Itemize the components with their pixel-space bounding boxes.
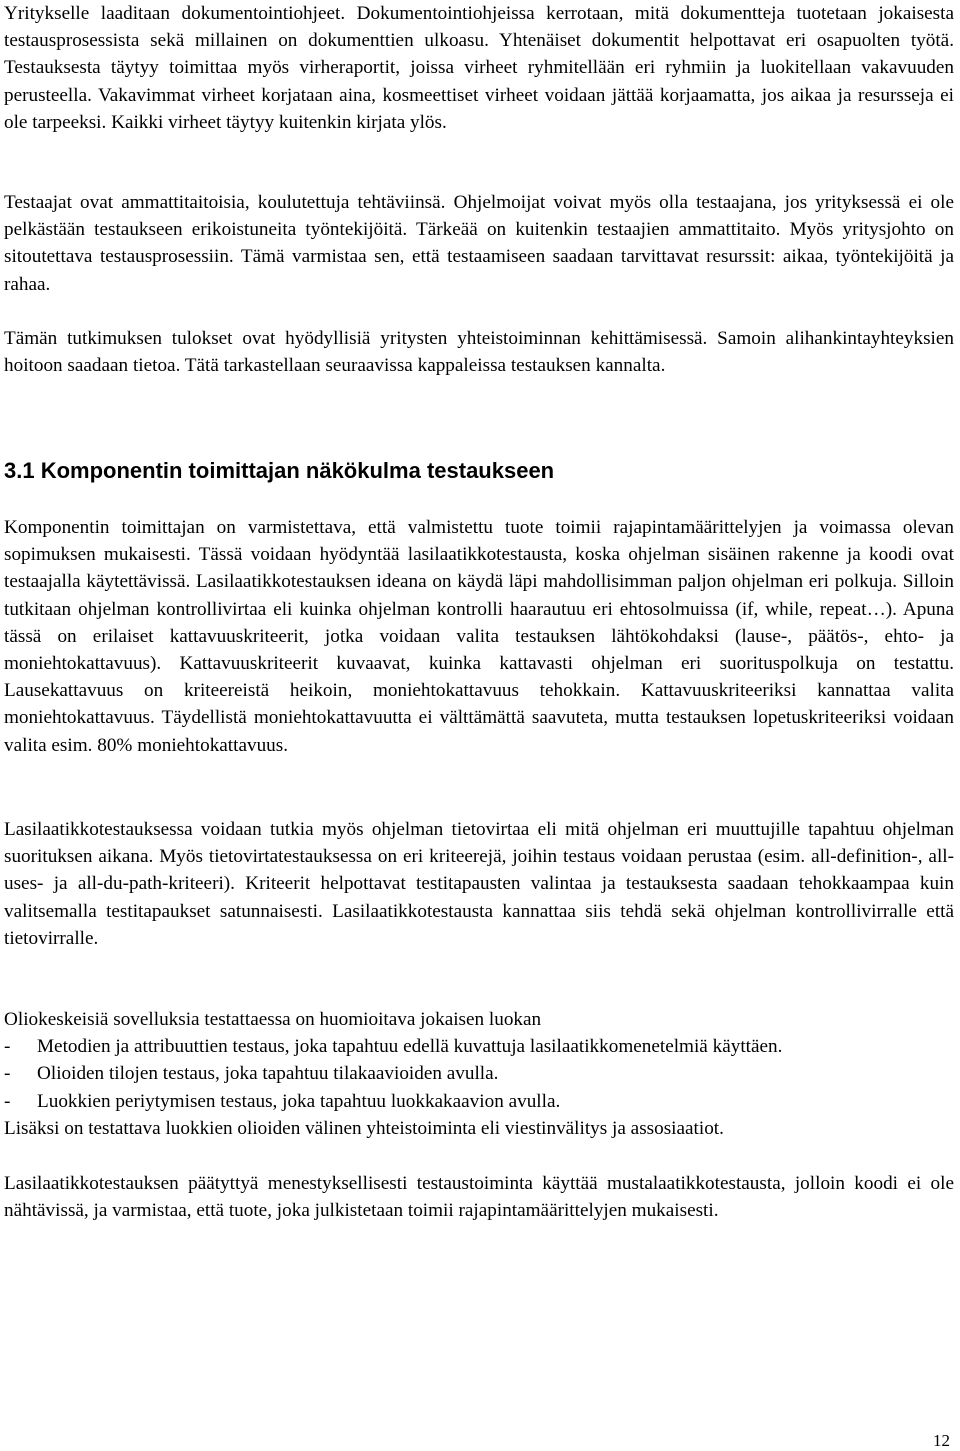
paragraph-documentation-guidelines: Yritykselle laaditaan dokumentointiohjeet. Dokumentointiohjeissa kerrotaan, mitä dokumentteja tuotetaan jokaisesta testausprosessista sekä millainen on dokumenttien ulkoasu. Yhtenäiset dokumentit helpottavat eri osapuolten työtä. Testauksesta täytyy toimittaa myös virheraportit, joissa virheet ryhmitellään eri ryhmiin ja luokitellaan vakavuuden perusteella. Vakavimmat virheet korjataan aina, kosmeettiset virheet voidaan jättää korjaamatta, jos aikaa ja resursseja ei ole tarpeeksi. Kaikki virheet täytyy kuitenkin kirjata ylös. [4,3,954,133]
paragraph-component-supplier: Komponentin toimittajan on varmistettava, että valmistettu tuote toimii rajapintamäärittelyjen ja voimassa olevan sopimuksen mukaisesti. Tässä voidaan hyödyntää lasilaatikkotestausta, koska ohjelman sisäinen rakenne ja koodi ovat testaajalla käytettävissä. Lasilaatikkotestauksen ideana on käydä läpi mahdollisimman paljon ohjelman eri polkuja. Silloin tutkitaan ohjelman kontrollivirtaa eli kuinka ohjelman kontrolli haarautuu eri ehtosolmuissa (if, while, repeat…). Apuna tässä on erilaiset kattavuuskriteerit, jotka voidaan valita testauksen lähtökohdaksi (lause-, päätös-, ehto- ja moniehtokattavuus). Kattavuuskriteerit kuvaavat, kuinka kattavasti ohjelman eri suorituspolkuja on testattu. Lausekattavuus on kriteereistä heikoin, moniehtokattavuus tehokkain. Kattavuuskriteeriksi kannattaa valita moniehtokattavuus. Täydellistä moniehtokattavuutta ei välttämättä saavuteta, mutta testauksen lopetuskriteeriksi voidaan valita esim. 80% moniehtokattavuus. [4,517,954,756]
section-heading: 3.1 Komponentin toimittajan näkökulma testaukseen [4,458,555,483]
paragraph-object-oriented [4,1006,954,1142]
list-item-text: Metodien ja attribuuttien testaus, joka tapahtuu edellä kuvattuja lasilaatikkomenetelmiä käyttäen. [37,1036,783,1058]
paragraph-black-box: Lasilaatikkotestauksen päätyttyä menestyksellisesti testaustoiminta käyttää mustalaatikkotestausta, jolloin koodi ei ole nähtävissä, ja varmistaa, että tuote, joka julkistetaan toimii rajapintamäärittelyjen mukaisesti. [4,1173,954,1222]
list-dash: - [4,1036,11,1058]
list-outro: Lisäksi on testattava luokkien olioiden välinen yhteistoiminta eli viestinvälitys ja assosiaatiot. [4,1117,724,1139]
list-dash: - [4,1063,11,1085]
list-dash: - [4,1090,11,1112]
paragraph-data-flow: Lasilaatikkotestauksessa voidaan tutkia myös ohjelman tietovirtaa eli mitä ohjelman eri muuttujille tapahtuu ohjelman suorituksen aikana. Myös tietovirtatestauksessa on eri kriteerejä, joihin testaus voidaan perustaa (esim. all-definition-, all-uses- ja all-du-path-kriteeri). Kriteerit helpottavat testitapausten valintaa ja testauksesta saadaan tehokkaampaa kuin valitsemalla testitapaukset satunnaisesti. Lasilaatikkotestausta kannattaa siis tehdä sekä ohjelman kontrollivirralle että tietovirralle. [4,819,954,949]
list-item [4,1088,954,1115]
list-item [4,1060,954,1087]
testing-list [4,1033,954,1115]
list-item [4,1033,954,1060]
list-item-text: Olioiden tilojen testaus, joka tapahtuu tilakaavioiden avulla. [37,1063,499,1085]
paragraph-testers: Testaajat ovat ammattitaitoisia, koulutettuja tehtäviinsä. Ohjelmoijat voivat myös olla testaajana, jos yrityksessä ei ole pelkästään testaukseen erikoistuneita työntekijöitä. Tärkeää on kuitenkin testaajien ammattitaito. Myös yritysjohto on sitoutettava testausprosessiin. Tämä varmistaa sen, että testaamiseen saadaan tarvittavat resurssit: aikaa, työntekijöitä ja rahaa. [4,192,954,295]
page-number: 12 [933,1431,950,1450]
paragraph-research-results: Tämän tutkimuksen tulokset ovat hyödyllisiä yritysten yhteistoiminnan kehittämisessä. Samoin alihankintayhteyksien hoitoon saadaan tietoa. Tätä tarkastellaan seuraavissa kappaleissa testauksen kannalta. [4,328,954,377]
list-item-text: Luokkien periytymisen testaus, joka tapahtuu luokkakaavion avulla. [37,1090,561,1112]
list-intro: Oliokeskeisiä sovelluksia testattaessa on huomioitava jokaisen luokan [4,1009,542,1030]
